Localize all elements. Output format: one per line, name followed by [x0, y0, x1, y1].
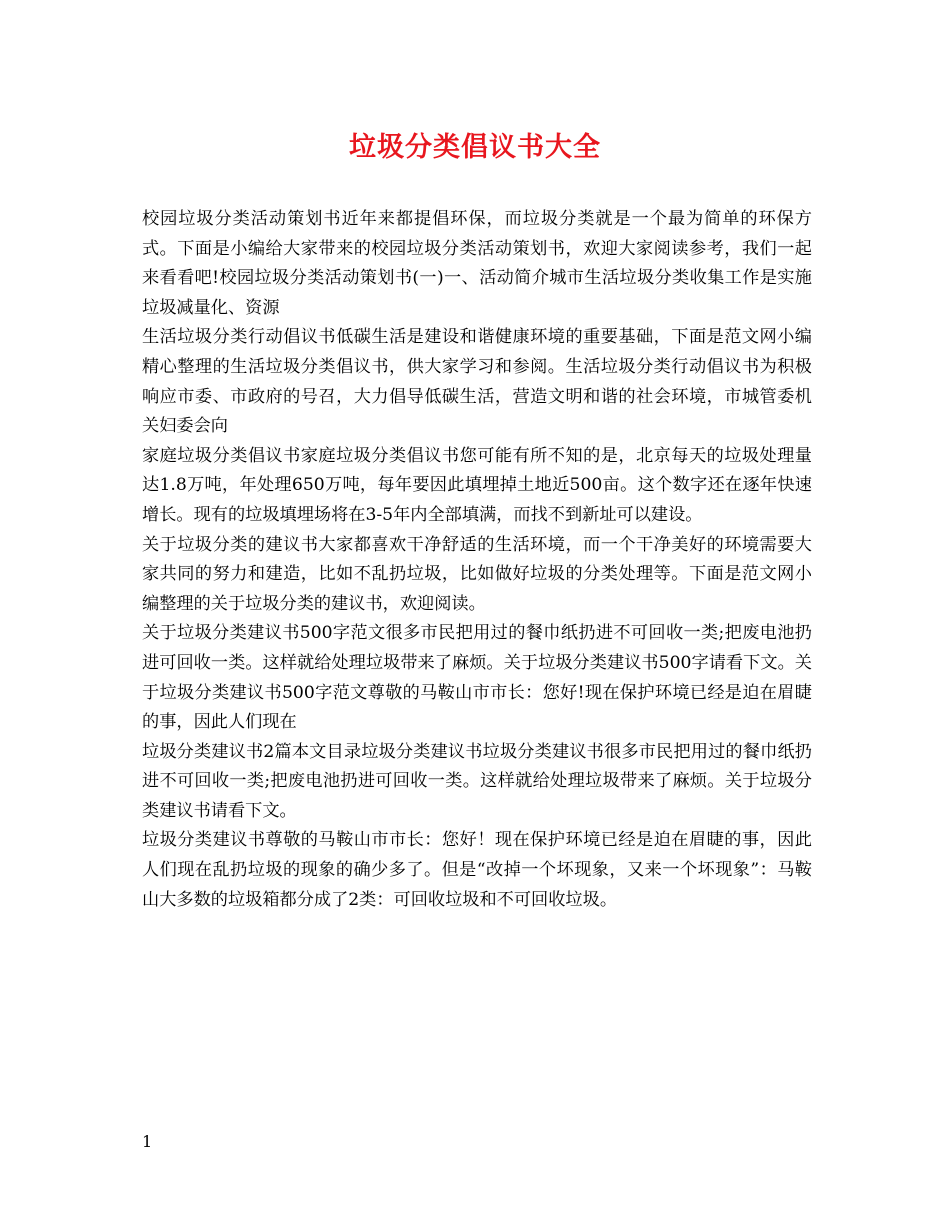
document-body [142, 205, 812, 915]
paragraph: 关于垃圾分类的建议书大家都喜欢干净舒适的生活环境，而一个干净美好的环境需要大家共同的努力和建造，比如不乱扔垃圾，比如做好垃圾的分类处理等。下面是范文网小编整理的关于垃圾分类的建议书，欢迎阅读。 [142, 534, 812, 614]
page-title: 垃圾分类倡议书大全 [349, 132, 601, 163]
paragraph: 生活垃圾分类行动倡议书低碳生活是建设和谐健康环境的重要基础，下面是范文网小编精心整理的生活垃圾分类倡议书，供大家学习和参阅。生活垃圾分类行动倡议书为积极响应市委、市政府的号召，大力倡导低碳生活，营造文明和谐的社会环境，市城管委机关妇委会向 [142, 327, 812, 437]
paragraph: 校园垃圾分类活动策划书近年来都提倡环保，而垃圾分类就是一个最为简单的环保方式。下面是小编给大家带来的校园垃圾分类活动策划书，欢迎大家阅读参考，我们一起来看看吧!校园垃圾分类活动策划书(一)一、活动简介城市生活垃圾分类收集工作是实施垃圾减量化、资源 [142, 209, 812, 318]
paragraph: 关于垃圾分类建议书500字范文很多市民把用过的餐巾纸扔进不可回收一类;把废电池扔进可回收一类。这样就给处理垃圾带来了麻烦。关于垃圾分类建议书500字请看下文。关于垃圾分类建议书500字范文尊敬的马鞍山市市长：您好!现在保护环境已经是迫在眉睫的事，因此人们现在 [142, 623, 812, 733]
page-number: 1 [142, 1132, 153, 1151]
paragraph: 垃圾分类建议书尊敬的马鞍山市市长：您好！现在保护环境已经是迫在眉睫的事，因此人们现在乱扔垃圾的现象的确少多了。但是“改掉一个坏现象，又来一个坏现象”：马鞍山大多数的垃圾箱都分成了2类：可回收垃圾和不可回收垃圾。 [142, 830, 812, 910]
paragraph: 垃圾分类建议书2篇本文目录垃圾分类建议书垃圾分类建议书很多市民把用过的餐巾纸扔进不可回收一类;把废电池扔进可回收一类。这样就给处理垃圾带来了麻烦。关于垃圾分类建议书请看下文。 [142, 741, 812, 821]
paragraph: 家庭垃圾分类倡议书家庭垃圾分类倡议书您可能有所不知的是，北京每天的垃圾处理量达1.8万吨，年处理650万吨，每年要因此填埋掉土地近500亩。这个数字还在逐年快速增长。现有的垃圾填埋场将在3-5年内全部填满，而找不到新址可以建设。 [142, 445, 812, 525]
